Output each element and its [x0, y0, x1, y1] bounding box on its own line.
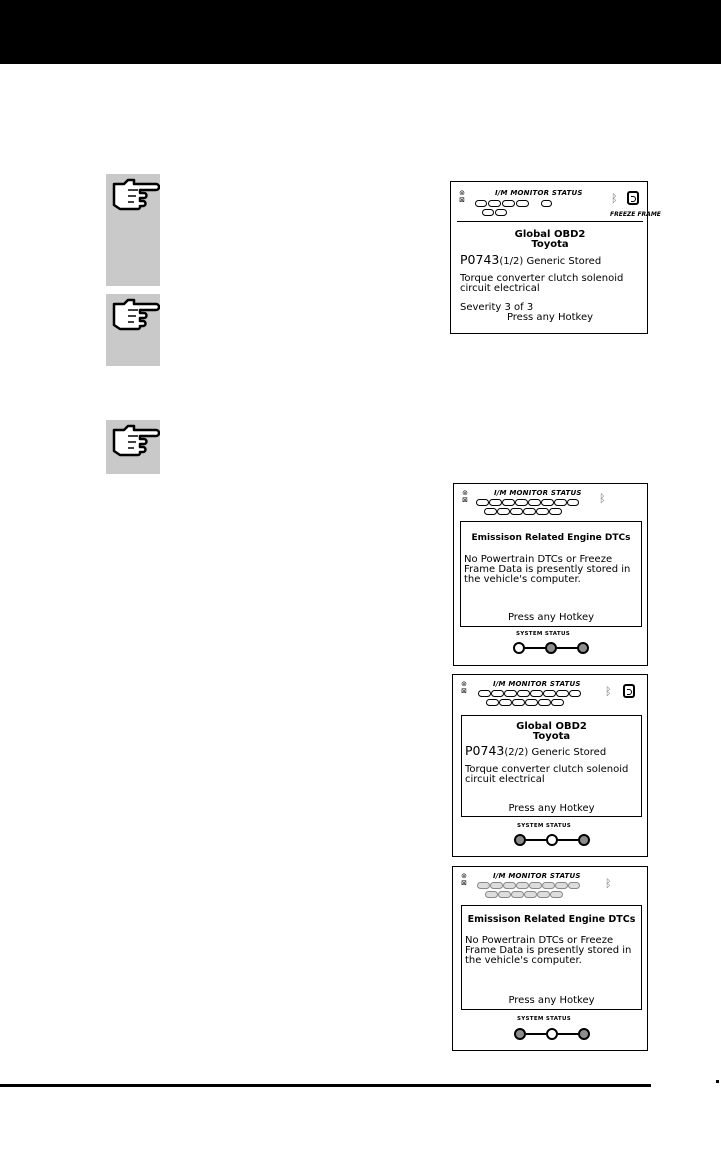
monitor-icon [498, 891, 511, 898]
dtc-code: P0743 [465, 743, 505, 758]
display-title: Emissison Related Engine DTCs [471, 533, 631, 543]
status-led [578, 1028, 590, 1040]
status-led-connector [558, 1033, 578, 1035]
monitor-icon [485, 891, 498, 898]
hotkey-prompt: Press any Hotkey [508, 803, 595, 814]
vehicle-icon: ⊚ ⊠ [461, 872, 467, 887]
system-status-leds [514, 834, 590, 846]
scan-tool-screen [450, 181, 661, 334]
monitor-icon [543, 690, 556, 697]
monitor-icon [502, 200, 515, 207]
message-line: No Powertrain DTCs or Freeze [465, 935, 614, 946]
hotkey-prompt: Press any Hotkey [506, 312, 594, 323]
monitor-icon [512, 699, 525, 706]
monitor-icon [542, 882, 555, 889]
monitor-icon [495, 209, 507, 216]
status-led-connector [526, 839, 546, 841]
dtc-index: (2/2) [504, 747, 529, 758]
dtc-definition: Torque converter clutch solenoid [460, 273, 624, 284]
status-led-connector [525, 647, 545, 649]
bluetooth-icon: ᛒ [605, 685, 612, 698]
lcd-display [457, 221, 643, 326]
hotkey-prompt: Press any Hotkey [507, 612, 595, 623]
monitor-icon [567, 499, 579, 506]
monitor-icon [530, 690, 543, 697]
monitor-icon [525, 699, 538, 706]
monitor-icon [503, 882, 516, 889]
monitor-icon [536, 508, 549, 515]
system-status-leds [513, 642, 589, 654]
monitor-icon [489, 499, 502, 506]
vehicle-make: Toyota [531, 239, 569, 250]
message-line: the vehicle's computer. [464, 574, 581, 585]
vehicle-make: Toyota [532, 731, 571, 742]
status-led [577, 642, 589, 654]
monitor-icon [550, 891, 563, 898]
vehicle-icon: ⊚ ⊠ [459, 189, 465, 204]
status-led [545, 642, 557, 654]
message-line: Frame Data is presently stored in [464, 564, 631, 575]
monitor-icon [538, 699, 551, 706]
dtc-definition: circuit electrical [460, 283, 540, 294]
hotkey-prompt: Press any Hotkey [508, 995, 595, 1006]
status-led [514, 1028, 526, 1040]
bluetooth-icon: ᛒ [611, 192, 618, 205]
display-title: Global OBD2 [514, 229, 586, 240]
monitor-icon [490, 882, 503, 889]
monitor-icon [516, 882, 529, 889]
page-edge-mark [716, 1080, 719, 1083]
pointing-hand-icon [108, 296, 160, 332]
system-status-label: SYSTEM STATUS [517, 823, 571, 829]
monitor-icon [515, 499, 528, 506]
monitor-icon [511, 891, 524, 898]
monitor-status-title: I/M MONITOR STATUS [494, 489, 582, 497]
monitor-icon [482, 209, 494, 216]
monitor-icon [516, 200, 529, 207]
dtc-severity: Severity 3 of 3 [460, 302, 534, 313]
monitor-icon [502, 499, 515, 506]
status-led [546, 834, 558, 846]
status-led-connector [557, 647, 577, 649]
status-led-connector [526, 1033, 546, 1035]
bluetooth-icon: ᛒ [605, 877, 612, 890]
monitor-icon [537, 891, 550, 898]
monitor-icon [497, 508, 510, 515]
freeze-frame-icon [627, 191, 639, 205]
dtc-definition: Torque converter clutch solenoid [465, 764, 629, 775]
system-status-label: SYSTEM STATUS [517, 1016, 571, 1022]
monitor-icon [510, 508, 523, 515]
note-box [106, 420, 160, 474]
freeze-frame-icon [623, 684, 635, 698]
monitor-icon [488, 200, 501, 207]
footer-rule [0, 1084, 651, 1087]
note-box [106, 294, 160, 366]
pointing-hand-icon [108, 176, 160, 212]
monitor-icon [524, 891, 537, 898]
monitor-icon [478, 690, 491, 697]
lcd-display [461, 715, 642, 817]
dtc-line [460, 254, 640, 267]
scan-tool-screen [452, 674, 648, 857]
dtc-definition: circuit electrical [465, 774, 545, 785]
message-line: Frame Data is presently stored in [465, 945, 632, 956]
monitor-icon [523, 508, 536, 515]
monitor-icon [541, 499, 554, 506]
display-title: Emissison Related Engine DTCs [467, 914, 636, 925]
monitor-status-title: I/M MONITOR STATUS [493, 680, 581, 688]
page-header-bar [0, 0, 721, 64]
bluetooth-icon: ᛒ [599, 492, 606, 505]
freeze-frame-label: FREEZE FRAME [610, 211, 661, 218]
monitor-status-title: I/M MONITOR STATUS [495, 189, 583, 197]
lcd-display [461, 905, 642, 1010]
monitor-icon [517, 690, 530, 697]
monitor-icon [554, 499, 567, 506]
status-led [513, 642, 525, 654]
monitor-icon [475, 200, 487, 207]
monitor-icon [556, 690, 569, 697]
display-title: Global OBD2 [516, 721, 587, 732]
monitor-icon [499, 699, 512, 706]
monitor-icon [528, 499, 541, 506]
dtc-line [465, 745, 638, 758]
status-led [546, 1028, 558, 1040]
lcd-display [460, 521, 642, 627]
monitor-icon [541, 200, 552, 207]
dtc-type: Generic Stored [528, 747, 607, 758]
vehicle-icon: ⊚ ⊠ [462, 489, 468, 504]
monitor-icon [504, 690, 517, 697]
monitor-icon [484, 508, 497, 515]
pointing-hand-icon [108, 422, 160, 458]
monitor-icon [549, 508, 562, 515]
note-box [106, 174, 160, 286]
monitor-status-title: I/M MONITOR STATUS [493, 872, 581, 880]
monitor-icon [551, 699, 564, 706]
monitor-icon [477, 882, 490, 889]
monitor-icon [476, 499, 489, 506]
status-led-connector [558, 839, 578, 841]
dtc-type: Generic Stored [523, 256, 602, 267]
monitor-icon [491, 690, 504, 697]
monitor-icon [555, 882, 568, 889]
status-led [578, 834, 590, 846]
monitor-icon [529, 882, 542, 889]
message-line: No Powertrain DTCs or Freeze [464, 554, 613, 565]
vehicle-icon: ⊚ ⊠ [461, 680, 467, 695]
system-status-leds [514, 1028, 590, 1040]
status-led [514, 834, 526, 846]
scan-tool-screen [453, 483, 648, 666]
monitor-icon [568, 882, 580, 889]
scan-tool-screen [452, 866, 648, 1051]
system-status-label: SYSTEM STATUS [516, 631, 570, 637]
monitor-icon [486, 699, 499, 706]
monitor-icon [569, 690, 581, 697]
dtc-code: P0743 [460, 252, 500, 267]
message-line: the vehicle's computer. [465, 955, 582, 966]
dtc-index: (1/2) [499, 256, 524, 267]
